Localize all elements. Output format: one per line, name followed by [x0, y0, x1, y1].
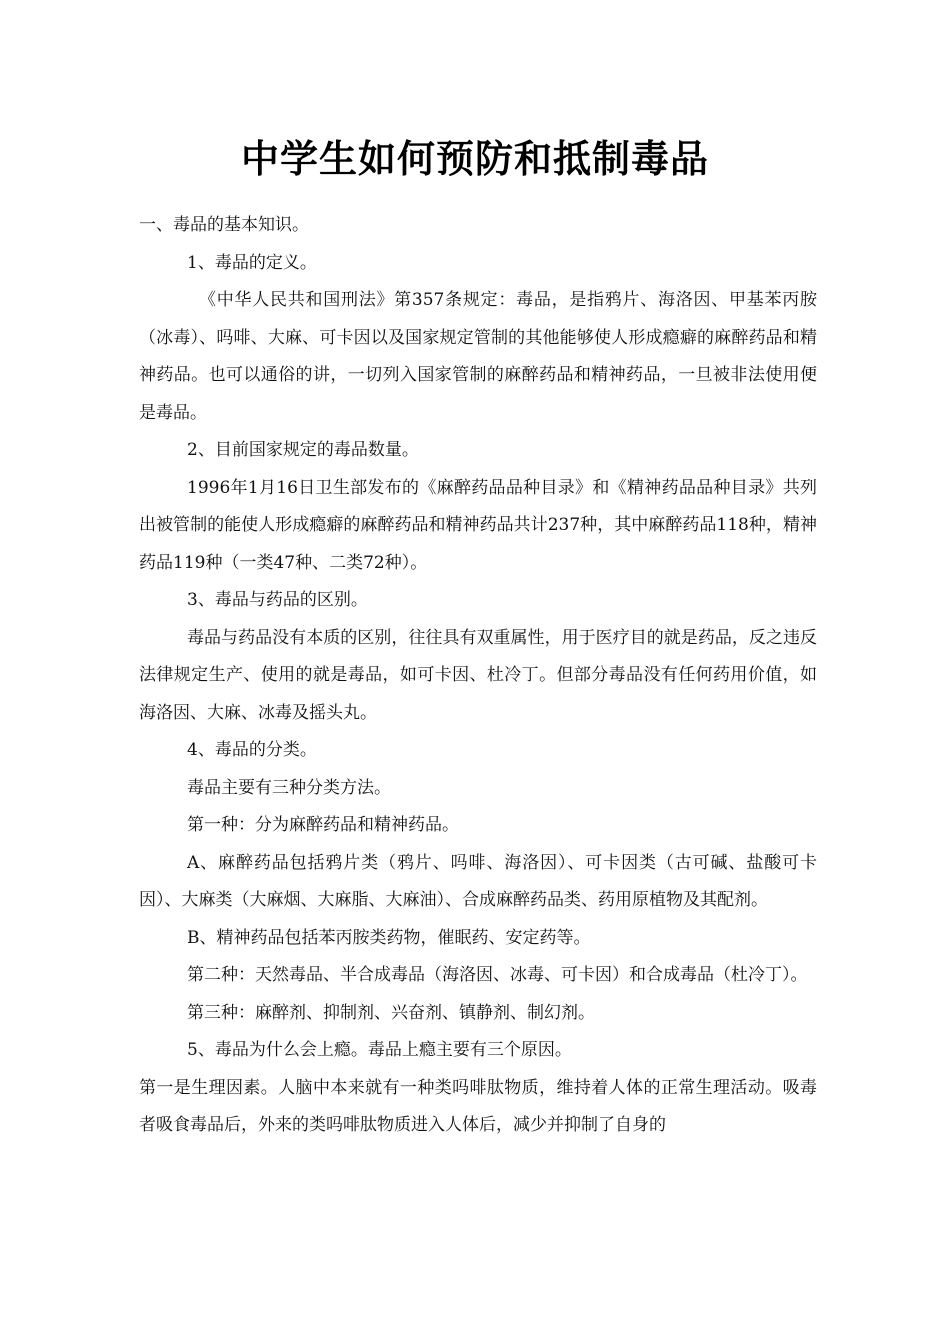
- paragraph: 毒品主要有三种分类方法。: [187, 777, 391, 798]
- subsection-heading: 2、目前国家规定的毒品数量。: [187, 440, 419, 460]
- document-title: 中学生如何预防和抵制毒品: [240, 137, 709, 182]
- subsection-heading: 4、毒品的分类。: [187, 740, 317, 760]
- paragraph: 毒品与药品没有本质的区别，往往具有双重属性，用于医疗目的就是药品，反之违反法律规定生产、使用的就是毒品，如可卡因、杜冷丁。但部分毒品没有任何药用价值，如海洛因、大麻、冰毒及摇头丸。: [139, 627, 817, 723]
- paragraph: 《中华人民共和国刑法》第357条规定：毒品，是指鸦片、海洛因、甲基苯丙胺（冰毒）、吗啡、大麻、可卡因以及国家规定管制的其他能够使人形成瘾癖的麻醉药品和精神药品。也可以通俗的讲，一切列入国家管制的麻醉药品和精神药品，一旦被非法使用便是毒品。: [139, 290, 817, 423]
- subsection-heading: 3、毒品与药品的区别。: [187, 590, 368, 610]
- subsection-heading: 5、毒品为什么会上瘾。毒品上瘾主要有三个原因。: [187, 1040, 572, 1060]
- subsection-heading: 1、毒品的定义。: [187, 252, 317, 273]
- paragraph: 第二种：天然毒品、半合成毒品（海洛因、冰毒、可卡因）和合成毒品（杜冷丁）。: [187, 965, 808, 985]
- document-body: [139, 207, 817, 1145]
- paragraph: 第三种：麻醉剂、抑制剂、兴奋剂、镇静剂、制幻剂。: [187, 1002, 595, 1023]
- paragraph: B、精神药品包括苯丙胺类药物，催眠药、安定药等。: [187, 927, 591, 948]
- paragraph: A、麻醉药品包括鸦片类（鸦片、吗啡、海洛因）、可卡因类（古可碱、盐酸可卡因）、大麻类（大麻烟、大麻脂、大麻油）、合成麻醉药品类、药用原植物及其配剂。: [139, 852, 817, 910]
- paragraph: 第一种：分为麻醉药品和精神药品。: [187, 815, 459, 835]
- section-heading: 一、毒品的基本知识。: [139, 215, 309, 235]
- paragraph: 第一是生理因素。人脑中本来就有一种类吗啡肽物质，维持着人体的正常生理活动。吸毒者吸食毒品后，外来的类吗啡肽物质进入人体后，减少并抑制了自身的: [139, 1077, 817, 1135]
- paragraph: 1996年1月16日卫生部发布的《麻醉药品品种目录》和《精神药品品种目录》共列出被管制的能使人形成瘾癖的麻醉药品和精神药品共计237种，其中麻醉药品118种，精神药品119种（一类47种、二类72种）。: [139, 477, 817, 573]
